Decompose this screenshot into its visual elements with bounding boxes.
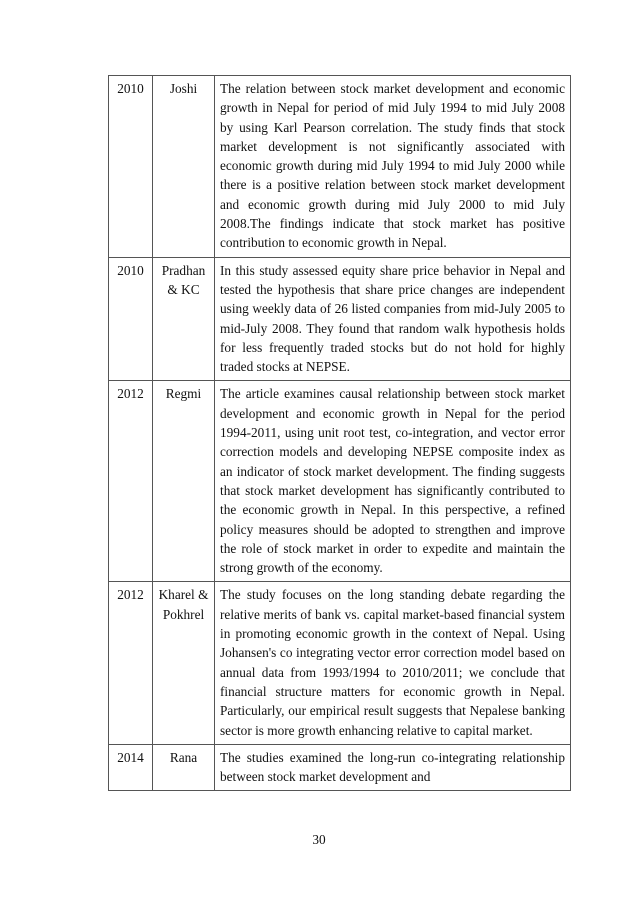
table-row (109, 76, 571, 258)
year-cell: 2012 (109, 582, 153, 744)
description-cell: The article examines causal relationship between stock market development and economic growth in Nepal for the period 1994-2011, using unit root test, co-integration, and vector error correction models and developing NEPSE composite index as an indicator of stock market development. The finding suggests that stock market development has significantly contributed to the economic growth in Nepal. In this perspective, a refined policy measures should be adopted to strengthen and improve the role of stock market in order to expedite and maintain the strong growth of the economy. (215, 381, 571, 582)
year-cell: 2012 (109, 381, 153, 582)
author-cell: Joshi (153, 76, 215, 258)
author-cell: Rana (153, 744, 215, 791)
table-row (109, 381, 571, 582)
literature-review-table (108, 75, 571, 791)
table-row (109, 582, 571, 744)
author-cell: Kharel & Pokhrel (153, 582, 215, 744)
description-cell: The relation between stock market development and economic growth in Nepal for period of mid July 1994 to mid July 2008 by using Karl Pearson correlation. The study finds that stock market development is not significantly associated with economic growth during mid July 1994 to mid July 2000 while there is a positive relation between stock market development and economic growth during mid July 2000 to mid July 2008.The findings indicate that stock market has positive contribution to economic growth in Nepal. (215, 76, 571, 258)
year-cell: 2014 (109, 744, 153, 791)
page-number: 30 (312, 832, 326, 847)
table-row (109, 257, 571, 381)
year-cell: 2010 (109, 76, 153, 258)
author-cell: Pradhan & KC (153, 257, 215, 381)
description-cell: The study focuses on the long standing debate regarding the relative merits of bank vs. capital market-based financial system in promoting economic growth in the context of Nepal. Using Johansen's co integrating vector error correction model based on annual data from 1993/1994 to 2010/2011; we conclude that financial structure matters for economic growth in Nepal. Particularly, our empirical result suggests that Nepalese banking sector is more growth enhancing relative to capital market. (215, 582, 571, 744)
table-row (109, 744, 571, 791)
author-cell: Regmi (153, 381, 215, 582)
year-cell: 2010 (109, 257, 153, 381)
description-cell: In this study assessed equity share price behavior in Nepal and tested the hypothesis that share price changes are independent using weekly data of 26 listed companies from mid-July 2005 to mid-July 2008. They found that random walk hypothesis holds for less frequently traded stocks but do not hold for highly traded stocks at NEPSE. (215, 257, 571, 381)
description-cell: The studies examined the long-run co-integrating relationship between stock market development and (215, 744, 571, 791)
